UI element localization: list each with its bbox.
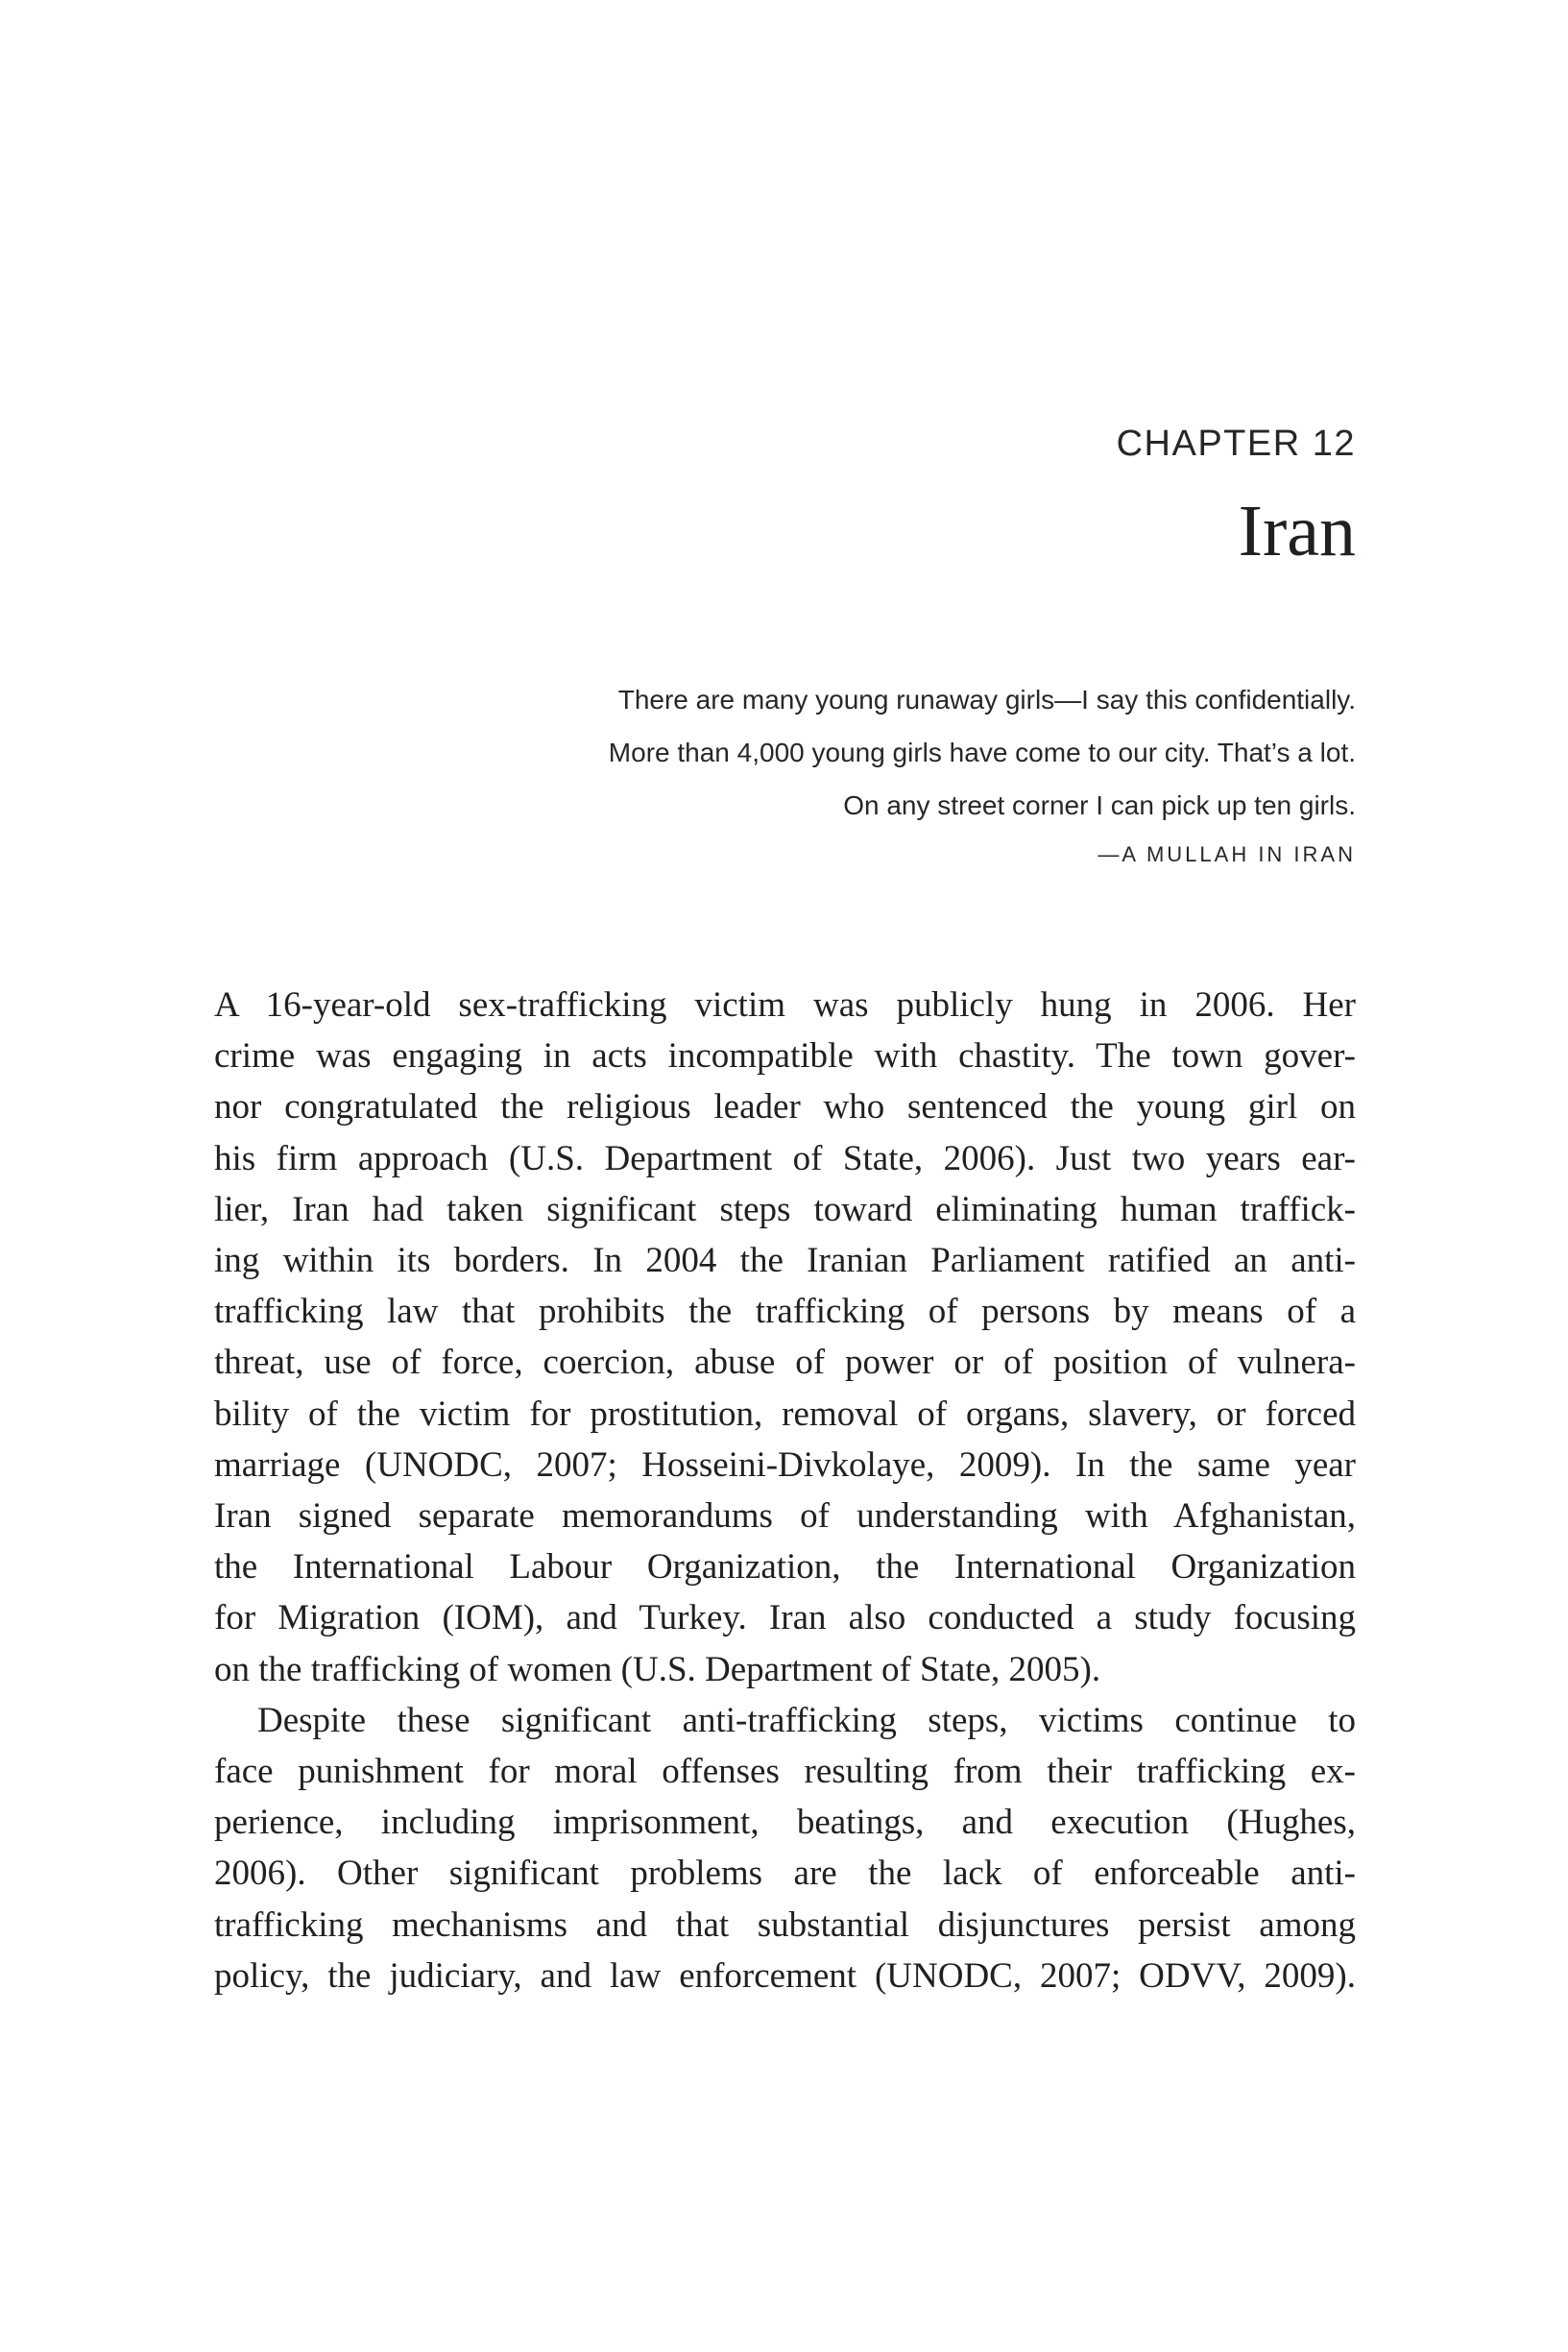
- body-line: marriage (UNODC, 2007; Hosseini-Divkolaye, 2009). In the same year: [214, 1444, 1356, 1485]
- body-line: the International Labour Organization, the International Organization: [214, 1547, 1356, 1588]
- body-line: trafficking law that prohibits the trafficking of persons by means of a: [214, 1292, 1356, 1332]
- body-line: on the trafficking of women (U.S. Department of State, 2005).: [214, 1649, 1101, 1689]
- body-line: for Migration (IOM), and Turkey. Iran also conducted a study focusing: [214, 1598, 1356, 1638]
- body-line: A 16-year-old sex-trafficking victim was publicly hung in 2006. Her: [214, 985, 1356, 1025]
- body-line: bility of the victim for prostitution, removal of organs, slavery, or forced: [214, 1394, 1356, 1434]
- epigraph-line: More than 4,000 young girls have come to our city. That’s a lot.: [608, 738, 1356, 767]
- epigraph-line: There are many young runaway girls—I say this confidentially.: [617, 685, 1356, 715]
- paragraph: [214, 1695, 1356, 2001]
- body-text: [214, 980, 1356, 2001]
- page-content: [214, 0, 1356, 2352]
- chapter-label: CHAPTER 12: [1116, 424, 1356, 464]
- body-line: Despite these significant anti-trafficking steps, victims continue to: [257, 1700, 1356, 1740]
- body-line: crime was engaging in acts incompatible with chastity. The town gover-: [214, 1036, 1356, 1077]
- body-line: perience, including imprisonment, beatings, and execution (Hughes,: [214, 1803, 1356, 1843]
- paragraph: [214, 980, 1356, 1695]
- epigraph-line: On any street corner I can pick up ten girls.: [843, 790, 1356, 820]
- body-line: threat, use of force, coercion, abuse of power or of position of vulnera-: [214, 1343, 1356, 1383]
- epigraph-attribution: —A MULLAH IN IRAN: [1098, 842, 1356, 866]
- body-line: Iran signed separate memorandums of understanding with Afghanistan,: [214, 1496, 1356, 1537]
- body-line: policy, the judiciary, and law enforcement (UNODC, 2007; ODVV, 2009).: [214, 1955, 1356, 1996]
- body-line: trafficking mechanisms and that substantial disjunctures persist among: [214, 1904, 1356, 1945]
- body-line: his firm approach (U.S. Department of State, 2006). Just two years ear-: [214, 1138, 1356, 1178]
- body-line: ing within its borders. In 2004 the Iranian Parliament ratified an anti-: [214, 1241, 1356, 1281]
- body-line: nor congratulated the religious leader who sentenced the young girl on: [214, 1087, 1356, 1128]
- body-line: lier, Iran had taken significant steps toward eliminating human traffick-: [214, 1189, 1356, 1229]
- body-line: face punishment for moral offenses resulting from their trafficking ex-: [214, 1752, 1356, 1792]
- body-line: 2006). Other significant problems are the lack of enforceable anti-: [214, 1854, 1356, 1894]
- chapter-title: Iran: [1238, 491, 1356, 571]
- epigraph: [214, 673, 1356, 832]
